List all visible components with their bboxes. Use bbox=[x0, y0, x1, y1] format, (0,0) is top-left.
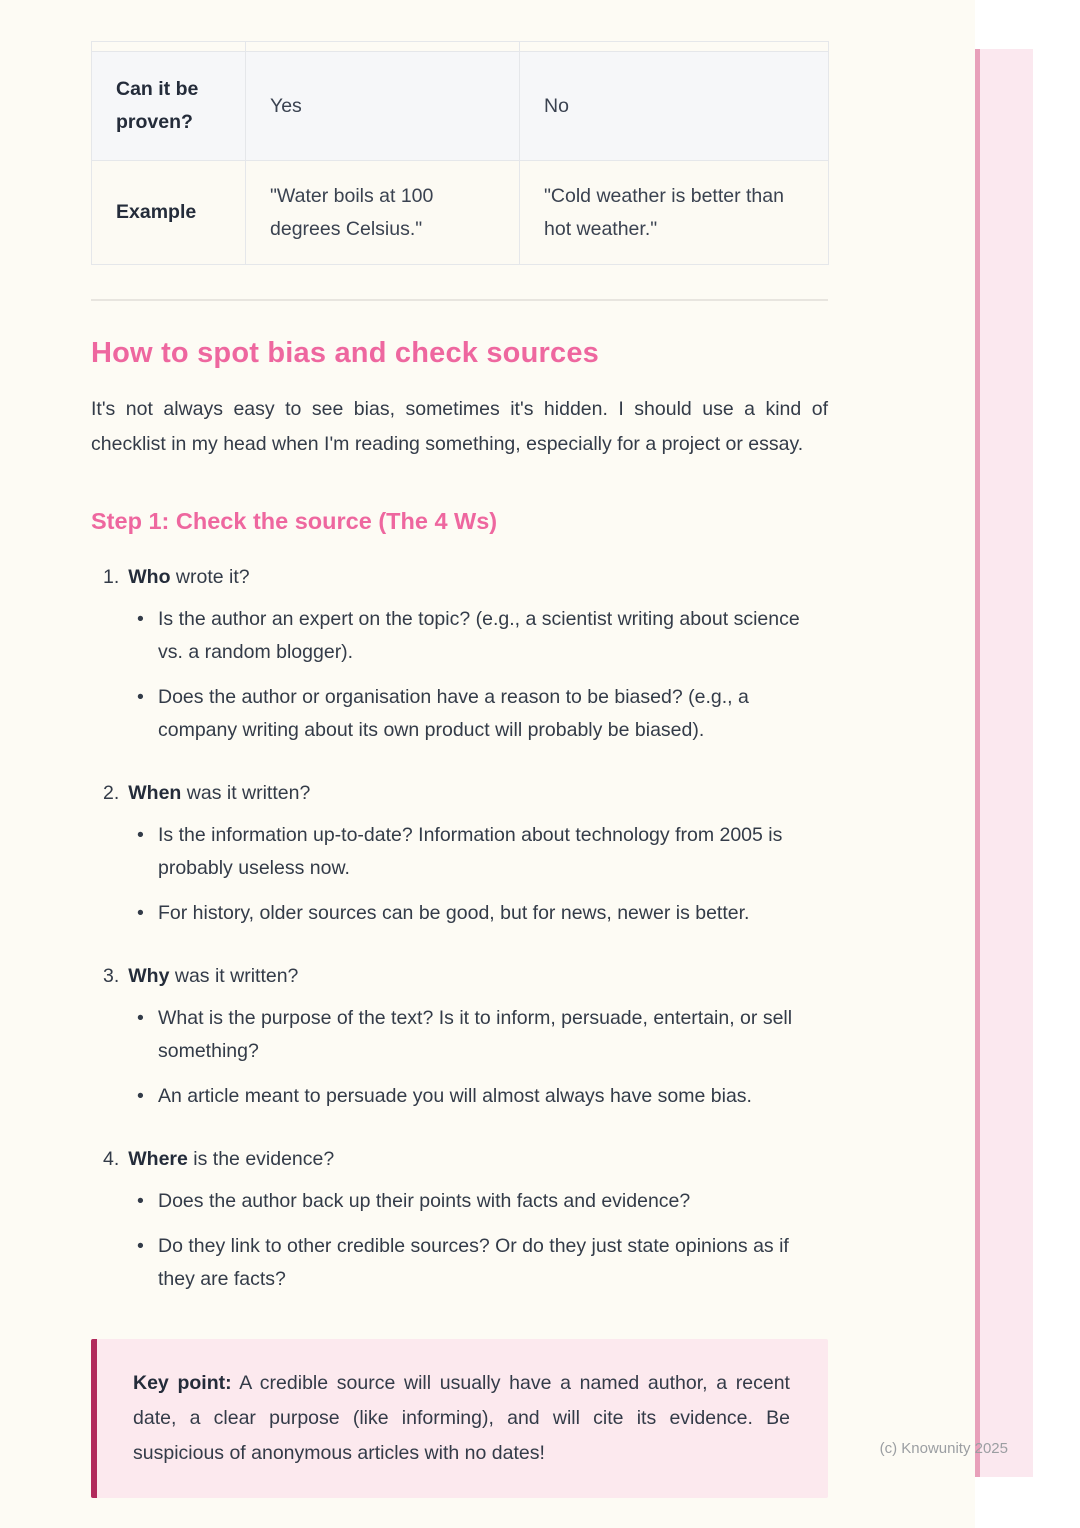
bullet-dot: • bbox=[137, 1190, 144, 1212]
bullet-text: Does the author or organisation have a reason to be biased? (e.g., a company writing about its own product will probably be biased). bbox=[158, 686, 749, 741]
row-header-example: Example bbox=[92, 161, 246, 265]
table-row bbox=[92, 161, 829, 265]
page-content bbox=[91, 0, 828, 1498]
key-point-label: Key point: bbox=[133, 1372, 232, 1394]
bullet-dot: • bbox=[137, 824, 144, 846]
checklist-item-heading bbox=[91, 561, 828, 594]
section-divider bbox=[91, 299, 828, 301]
decorative-pink-sidebar bbox=[975, 49, 1033, 1477]
bullet-item bbox=[91, 819, 828, 885]
checklist-item-why bbox=[91, 960, 828, 1113]
four-ws-checklist bbox=[91, 561, 828, 1296]
page-title: How to spot bias and check sources bbox=[91, 337, 599, 369]
bullet-list bbox=[91, 1185, 828, 1296]
heading-rest: was it written? bbox=[169, 965, 299, 987]
checklist-item-where bbox=[91, 1143, 828, 1296]
table-cell-empty bbox=[520, 42, 829, 52]
bullet-text: What is the purpose of the text? Is it to inform, persuade, entertain, or sell something? bbox=[158, 1007, 793, 1062]
intro-paragraph: It's not always easy to see bias, sometimes it's hidden. I should use a kind of checklist in my head when I'm reading something, especially for a project or essay. bbox=[91, 398, 828, 455]
bullet-dot: • bbox=[137, 608, 144, 630]
bullet-text: An article meant to persuade you will almost always have some bias. bbox=[158, 1085, 752, 1107]
bullet-dot: • bbox=[137, 1007, 144, 1029]
bullet-item bbox=[91, 1230, 828, 1296]
table-row bbox=[92, 52, 829, 161]
checklist-item-heading bbox=[91, 777, 828, 810]
bullet-text: For history, older sources can be good, but for news, newer is better. bbox=[158, 902, 750, 924]
table-cell-empty bbox=[246, 42, 520, 52]
bullet-item bbox=[91, 1080, 828, 1113]
table-cell-fact-proven: Yes bbox=[246, 52, 520, 161]
bullet-item bbox=[91, 1185, 828, 1218]
bullet-text: Is the author an expert on the topic? (e.g., a scientist writing about science vs. a random blogger). bbox=[158, 608, 800, 663]
heading-rest: is the evidence? bbox=[187, 1148, 335, 1170]
bullet-dot: • bbox=[137, 902, 144, 924]
bullet-dot: • bbox=[137, 686, 144, 708]
keyword: Who bbox=[128, 566, 171, 588]
bullet-dot: • bbox=[137, 1235, 144, 1257]
page-right-margin bbox=[1033, 0, 1080, 1528]
bullet-list bbox=[91, 1002, 828, 1113]
checklist-item-heading bbox=[91, 1143, 828, 1176]
heading-rest: wrote it? bbox=[170, 566, 250, 588]
bullet-item bbox=[91, 1002, 828, 1068]
row-header-proven: Can it be proven? bbox=[92, 52, 246, 161]
bullet-dot: • bbox=[137, 1085, 144, 1107]
list-number: 3. bbox=[103, 965, 120, 987]
bullet-text: Is the information up-to-date? Information about technology from 2005 is probably useless now. bbox=[158, 824, 783, 879]
fact-vs-opinion-table bbox=[91, 41, 829, 265]
bullet-item bbox=[91, 603, 828, 669]
list-number: 2. bbox=[103, 782, 120, 804]
key-point-text: A credible source will usually have a named author, a recent date, a clear purpose (like informing), and will cite its evidence. Be suspicious of anonymous articles with no dates! bbox=[133, 1372, 790, 1464]
bullet-item bbox=[91, 897, 828, 930]
bullet-list bbox=[91, 603, 828, 747]
key-point-callout bbox=[91, 1339, 828, 1498]
checklist-item-heading bbox=[91, 960, 828, 993]
list-number: 1. bbox=[103, 566, 120, 588]
table-cell-opinion-example: "Cold weather is better than hot weather." bbox=[520, 161, 829, 265]
list-number: 4. bbox=[103, 1148, 120, 1170]
bullet-text: Does the author back up their points with facts and evidence? bbox=[158, 1190, 691, 1212]
step-1-heading: Step 1: Check the source (The 4 Ws) bbox=[91, 508, 498, 534]
keyword: Why bbox=[128, 965, 170, 987]
copyright-watermark: (c) Knowunity 2025 bbox=[879, 1440, 1008, 1457]
bullet-item bbox=[91, 681, 828, 747]
table-cell-fact-example: "Water boils at 100 degrees Celsius." bbox=[246, 161, 520, 265]
keyword: Where bbox=[128, 1148, 188, 1170]
table-cell-empty bbox=[92, 42, 246, 52]
checklist-item-when bbox=[91, 777, 828, 930]
table-row-cutoff bbox=[92, 42, 829, 52]
keyword: When bbox=[128, 782, 182, 804]
table-cell-opinion-proven: No bbox=[520, 52, 829, 161]
checklist-item-who bbox=[91, 561, 828, 747]
bullet-text: Do they link to other credible sources? Or do they just state opinions as if they are facts? bbox=[158, 1235, 789, 1290]
bullet-list bbox=[91, 819, 828, 930]
heading-rest: was it written? bbox=[181, 782, 311, 804]
